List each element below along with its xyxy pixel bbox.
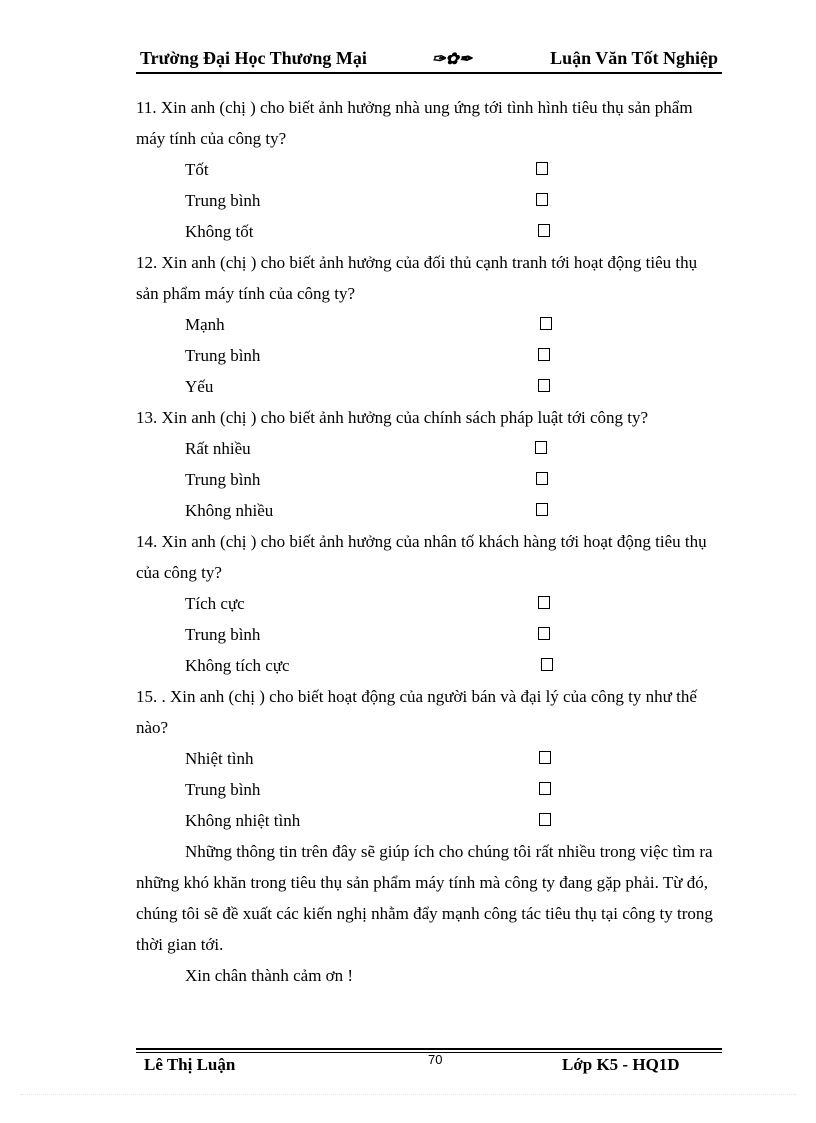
option-row [185,805,720,836]
checkbox[interactable] [538,379,550,392]
option-row [185,774,720,805]
option-row [185,495,720,526]
option-row [185,340,720,371]
class-name: Lớp K5 - HQ1D [562,1055,680,1074]
survey-content [136,92,720,991]
option-label: Yếu [185,377,214,396]
thesis-title: Luận Văn Tốt Nghiệp [550,48,718,68]
thanks-line: Xin chân thành cảm ơn ! [185,966,354,985]
option-label: Không tốt [185,222,254,241]
checkbox[interactable] [536,193,548,206]
option-row [185,743,720,774]
option-label: Mạnh [185,315,225,334]
option-label: Không tích cực [185,656,290,675]
option-label: Không nhiều [185,501,274,520]
option-row [185,371,720,402]
page-number: 70 [428,1052,443,1067]
checkbox[interactable] [538,596,550,609]
option-row [185,619,720,650]
option-label: Không nhiệt tình [185,811,301,830]
option-label: Trung bình [185,470,261,489]
option-label: Trung bình [185,625,261,644]
option-label: Trung bình [185,346,261,365]
option-label: Rất nhiều [185,439,251,458]
checkbox[interactable] [536,162,548,175]
page-edge [20,1094,796,1095]
question-12: 12. Xin anh (chị ) cho biết ảnh hưởng của đối thủ cạnh tranh tới hoạt động tiêu thụ sản phẩm máy tính của công ty? [136,253,698,303]
header-divider [136,72,722,74]
checkbox[interactable] [540,317,552,330]
question-14: 14. Xin anh (chị ) cho biết ảnh hưởng của nhân tố khách hàng tới hoạt động tiêu thụ của công ty? [136,532,707,582]
option-row [185,464,720,495]
option-label: Tốt [185,160,209,179]
option-label: Nhiệt tình [185,749,254,768]
checkbox[interactable] [539,782,551,795]
option-label: Trung bình [185,780,261,799]
option-row [185,154,720,185]
closing-paragraph: Những thông tin trên đây sẽ giúp ích cho chúng tôi rất nhiều trong việc tìm ra những khó khăn trong tiêu thụ sản phẩm máy tính mà công ty đang gặp phải. Từ đó, chúng tôi sẽ đề xuất các kiến nghị nhằm đẩy mạnh công tác tiêu thụ tại công ty trong thời gian tới. [136,842,713,954]
question-11: 11. Xin anh (chị ) cho biết ảnh hưởng nhà ung ứng tới tình hình tiêu thụ sản phẩm máy tính của công ty? [136,98,693,148]
checkbox[interactable] [538,627,550,640]
option-label: Tích cực [185,594,245,613]
checkbox[interactable] [535,441,547,454]
option-row [185,185,720,216]
page-header [136,48,720,72]
footer-divider [136,1048,722,1050]
checkbox[interactable] [536,472,548,485]
university-name: Trường Đại Học Thương Mại [140,48,367,68]
author-name: Lê Thị Luận [144,1055,236,1074]
ornament-icon: ✑✿✒ [432,51,473,68]
checkbox[interactable] [536,503,548,516]
option-label: Trung bình [185,191,261,210]
checkbox[interactable] [541,658,553,671]
option-row [185,216,720,247]
checkbox[interactable] [538,348,550,361]
option-row [185,650,720,681]
question-15: 15. . Xin anh (chị ) cho biết hoạt động của người bán và đại lý của công ty như thế nào? [136,687,697,737]
option-row [185,588,720,619]
question-13: 13. Xin anh (chị ) cho biết ảnh hưởng của chính sách pháp luật tới công ty? [136,408,649,427]
checkbox[interactable] [539,751,551,764]
option-row [185,433,720,464]
option-row [185,309,720,340]
checkbox[interactable] [538,224,550,237]
checkbox[interactable] [539,813,551,826]
